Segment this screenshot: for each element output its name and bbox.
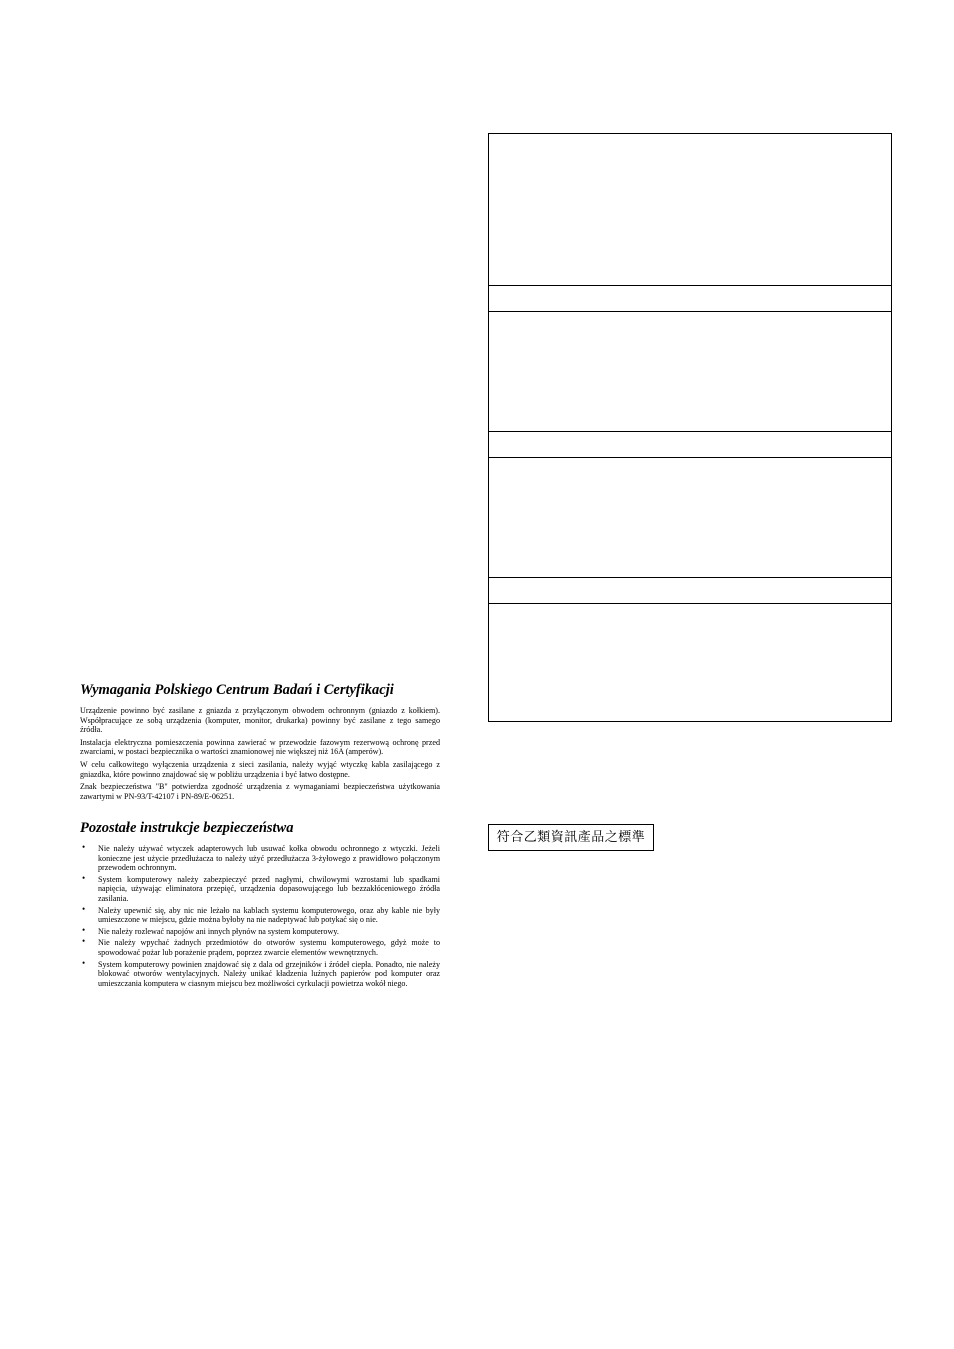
- bullet-icon: •: [82, 842, 86, 852]
- paragraph: W celu całkowitego wyłączenia urządzenia z sieci zasilania, należy wyjąć wtyczkę kabla zasilającego z gniazdka, które powinno znajdować się w pobliżu urządzenia i być łatwo dostępne.: [80, 759, 440, 779]
- list-item: [80, 957, 440, 989]
- list-item: [80, 938, 440, 957]
- bullet-icon: •: [82, 957, 86, 968]
- other-safety-section: [80, 820, 440, 990]
- regulatory-table-frame: [488, 133, 892, 722]
- paragraph: Urządzenie powinno być zasilane z gniazda z przyłączonym obwodem ochronnym (gniazdo z kołkiem). Współpracujące ze sobą urządzenia (komputer, monitor, drukarka) powinny być zasilane z tego samego źródła.: [80, 706, 440, 735]
- section-title: Wymagania Polskiego Centrum Badań i Certyfikacji: [80, 682, 394, 698]
- table-divider: [489, 457, 891, 458]
- bullet-icon: •: [82, 924, 86, 935]
- table-divider: [489, 431, 891, 432]
- bullet-icon: •: [82, 936, 86, 947]
- paragraph: Instalacja elektryczna pomieszczenia powinna zawierać w przewodzie fazowym rezerwową ochronę przed zwarciami, w postaci bezpiecznika o wartości znamionowej nie większej niż 16A (amperów).: [80, 737, 440, 757]
- list-item: [80, 844, 440, 873]
- list-item-text: System komputerowy należy zabezpieczyć przed nagłymi, chwilowymi wzrostami lub spadkami napięcia, używając eliminatora przepięć, urządzenia dopasowującego lub bezzakłóceniowego źródła zasilania.: [98, 874, 440, 903]
- list-item-text: Nie należy rozlewać napojów ani innych płynów na system komputerowy.: [98, 926, 339, 936]
- list-item: [80, 924, 440, 937]
- table-divider: [489, 285, 891, 286]
- list-item: [80, 872, 440, 904]
- list-item-text: Nie należy wpychać żadnych przedmiotów do otworów systemu komputerowego, gdyż może to spowodować pożar lub porażenie prądem, poprzez zwarcie elementów wewnętrznych.: [98, 938, 440, 957]
- polish-requirements-section: [80, 682, 440, 804]
- table-divider: [489, 311, 891, 312]
- list-item-text: Należy upewnić się, aby nic nie leżało na kablach systemu komputerowego, oraz aby kable nie były umieszczone w miejscu, gdzie można byłoby na nie nadeptywać lub potykać się o nie.: [98, 905, 440, 925]
- taiwan-class-b-label: 符合乙類資訊產品之標準: [488, 824, 654, 851]
- paragraph: Znak bezpieczeństwa "B" potwierdza zgodność urządzenia z wymaganiami bezpieczeństwa użytkowania zawartymi w PN-93/T-42107 i PN-89/E-06251.: [80, 782, 440, 801]
- bullet-icon: •: [82, 872, 86, 883]
- list-item-text: Nie należy używać wtyczek adapterowych lub usuwać kołka obwodu ochronnego z wtyczki. Jeżeli konieczne jest użycie przedłużacza to należy użyć przedłużacza 3-żyłowego z prawidłowo połączonym przewodem ochronnym.: [98, 844, 440, 873]
- table-divider: [489, 577, 891, 578]
- section-title: Pozostałe instrukcje bezpieczeństwa: [80, 820, 294, 836]
- list-item: [80, 903, 440, 925]
- safety-list: [80, 844, 440, 988]
- bullet-icon: •: [82, 903, 86, 914]
- list-item-text: System komputerowy powinien znajdować się z dala od grzejników i źródeł ciepła. Ponadto, nie należy blokować otworów wentylacyjnych. Należy unikać kładzenia luźnych papierów pod komputer oraz umieszczania komputera w ciasnym miejscu bez możliwości cyrkulacji powietrza wokół niego.: [98, 959, 440, 988]
- table-divider: [489, 603, 891, 604]
